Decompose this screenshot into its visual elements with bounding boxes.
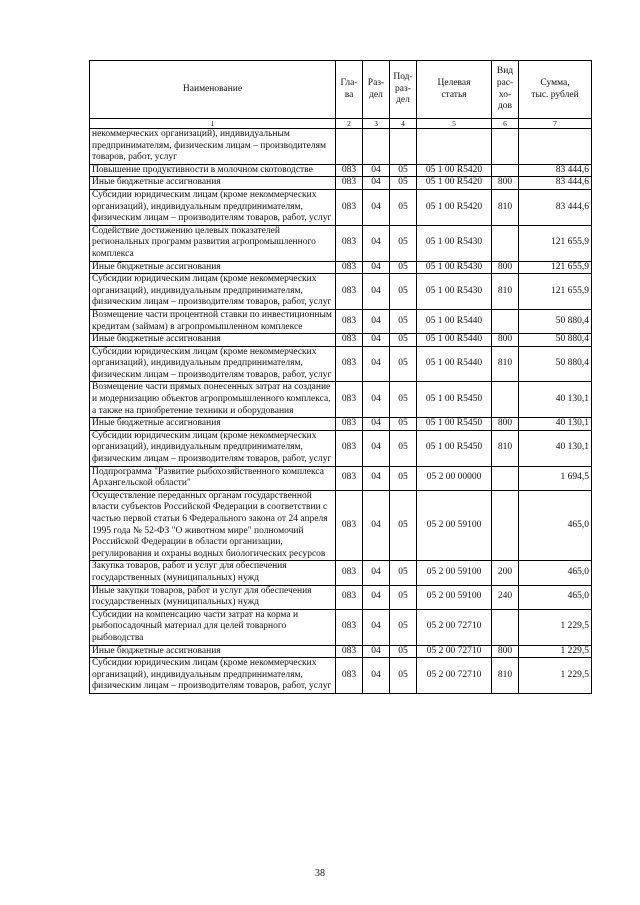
row-glava-cell: 083 bbox=[336, 177, 363, 190]
table-row bbox=[90, 382, 592, 418]
row-name-cell: Иные закупки товаров, работ и услуг для обеспечения государственных (муниципальных) нужд bbox=[90, 585, 336, 609]
row-glava-cell: 083 bbox=[336, 164, 363, 177]
row-name-cell: Иные бюджетные ассигнования bbox=[90, 334, 336, 347]
table-row bbox=[90, 645, 592, 658]
row-name-cell: Субсидии юридическим лицам (кроме некоммерческих организаций), индивидуальным предпринимателям, физическим лицам – производителям товаров, работ, услуг bbox=[90, 346, 336, 382]
row-sum-cell: 465,0 bbox=[519, 561, 592, 585]
row-name-cell: Иные бюджетные ассигнования bbox=[90, 261, 336, 274]
row-name-cell: Субсидии на компенсацию части затрат на корма и рыбопосадочный материал для целей товарного рыбоводства bbox=[90, 609, 336, 645]
row-podrazdel-cell: 05 bbox=[390, 382, 417, 418]
column-number: 4 bbox=[390, 119, 417, 129]
table-row bbox=[90, 466, 592, 490]
row-expense-type-cell: 800 bbox=[492, 645, 519, 658]
row-razdel-cell: 04 bbox=[363, 561, 390, 585]
row-podrazdel-cell: 05 bbox=[390, 645, 417, 658]
row-podrazdel-cell: 05 bbox=[390, 274, 417, 310]
row-sum-cell: 40 130,1 bbox=[519, 430, 592, 466]
row-target-article-cell: 05 2 00 72710 bbox=[417, 645, 492, 658]
row-expense-type-cell bbox=[492, 466, 519, 490]
row-expense-type-cell bbox=[492, 609, 519, 645]
table-row bbox=[90, 658, 592, 694]
row-razdel-cell: 04 bbox=[363, 609, 390, 645]
row-expense-type-cell: 800 bbox=[492, 334, 519, 347]
table-row bbox=[90, 334, 592, 347]
table-row bbox=[90, 346, 592, 382]
row-glava-cell: 083 bbox=[336, 225, 363, 261]
row-podrazdel-cell: 05 bbox=[390, 334, 417, 347]
row-razdel-cell: 04 bbox=[363, 466, 390, 490]
row-name-cell: Субсидии юридическим лицам (кроме некоммерческих организаций), индивидуальным предпринимателям, физическим лицам – производителям товаров, работ, услуг bbox=[90, 658, 336, 694]
row-sum-cell: 83 444,6 bbox=[519, 177, 592, 190]
row-sum-cell: 50 880,4 bbox=[519, 309, 592, 333]
row-sum-cell: 1 229,5 bbox=[519, 645, 592, 658]
row-sum-cell: 121 655,9 bbox=[519, 261, 592, 274]
row-razdel-cell: 04 bbox=[363, 164, 390, 177]
row-expense-type-cell: 800 bbox=[492, 261, 519, 274]
column-number: 1 bbox=[90, 119, 336, 129]
row-glava-cell bbox=[336, 129, 363, 165]
row-expense-type-cell bbox=[492, 382, 519, 418]
row-expense-type-cell: 800 bbox=[492, 177, 519, 190]
row-razdel-cell: 04 bbox=[363, 189, 390, 225]
table-header-row bbox=[90, 61, 592, 119]
row-razdel-cell: 04 bbox=[363, 334, 390, 347]
row-expense-type-cell bbox=[492, 129, 519, 165]
row-target-article-cell bbox=[417, 129, 492, 165]
row-glava-cell: 083 bbox=[336, 466, 363, 490]
table-row bbox=[90, 418, 592, 431]
row-name-cell: Подпрограмма "Развитие рыбохозяйственного комплекса Архангельской области" bbox=[90, 466, 336, 490]
row-expense-type-cell: 810 bbox=[492, 658, 519, 694]
row-target-article-cell: 05 1 00 R5420 bbox=[417, 177, 492, 190]
row-name-cell: Иные бюджетные ассигнования bbox=[90, 418, 336, 431]
column-number: 3 bbox=[363, 119, 390, 129]
row-razdel-cell: 04 bbox=[363, 274, 390, 310]
table-row bbox=[90, 274, 592, 310]
row-podrazdel-cell: 05 bbox=[390, 609, 417, 645]
row-target-article-cell: 05 1 00 R5440 bbox=[417, 346, 492, 382]
header-glava: Гла- ва bbox=[336, 61, 363, 119]
row-name-cell: Субсидии юридическим лицам (кроме некоммерческих организаций), индивидуальным предпринимателям, физическим лицам – производителям товаров, работ, услуг bbox=[90, 189, 336, 225]
row-expense-type-cell bbox=[492, 225, 519, 261]
row-razdel-cell: 04 bbox=[363, 346, 390, 382]
row-glava-cell: 083 bbox=[336, 490, 363, 561]
row-podrazdel-cell bbox=[390, 129, 417, 165]
table-row bbox=[90, 430, 592, 466]
row-expense-type-cell: 810 bbox=[492, 274, 519, 310]
table-row bbox=[90, 261, 592, 274]
row-glava-cell: 083 bbox=[336, 418, 363, 431]
table-row bbox=[90, 561, 592, 585]
row-target-article-cell: 05 1 00 R5450 bbox=[417, 382, 492, 418]
column-number: 6 bbox=[492, 119, 519, 129]
row-expense-type-cell: 800 bbox=[492, 418, 519, 431]
header-target-article: Целевая статья bbox=[417, 61, 492, 119]
row-sum-cell: 50 880,4 bbox=[519, 334, 592, 347]
row-name-cell: Субсидии юридическим лицам (кроме некоммерческих организаций), индивидуальным предпринимателям, физическим лицам – производителям товаров, работ, услуг bbox=[90, 430, 336, 466]
row-glava-cell: 083 bbox=[336, 274, 363, 310]
row-expense-type-cell bbox=[492, 490, 519, 561]
row-glava-cell: 083 bbox=[336, 189, 363, 225]
column-number-row bbox=[90, 119, 592, 129]
row-razdel-cell: 04 bbox=[363, 177, 390, 190]
row-target-article-cell: 05 2 00 59100 bbox=[417, 561, 492, 585]
row-podrazdel-cell: 05 bbox=[390, 585, 417, 609]
table-row bbox=[90, 490, 592, 561]
table-row bbox=[90, 225, 592, 261]
row-glava-cell: 083 bbox=[336, 346, 363, 382]
column-number: 5 bbox=[417, 119, 492, 129]
row-glava-cell: 083 bbox=[336, 430, 363, 466]
row-target-article-cell: 05 1 00 R5450 bbox=[417, 418, 492, 431]
row-target-article-cell: 05 1 00 R5440 bbox=[417, 309, 492, 333]
row-podrazdel-cell: 05 bbox=[390, 177, 417, 190]
row-name-cell: Осуществление переданных органам государственной власти субъектов Российской Федерации в соответствии с частью первой статьи 6 Федерального закона от 24 апреля 1995 года № 52-ФЗ "О животном мире" полномочий Российской Федерации в области организации, регулирования и охраны водных биологических ресурсов bbox=[90, 490, 336, 561]
row-podrazdel-cell: 05 bbox=[390, 309, 417, 333]
row-target-article-cell: 05 2 00 72710 bbox=[417, 609, 492, 645]
row-sum-cell bbox=[519, 129, 592, 165]
row-expense-type-cell bbox=[492, 309, 519, 333]
table-row bbox=[90, 585, 592, 609]
header-expense-type: Вид рас- хо- дов bbox=[492, 61, 519, 119]
row-razdel-cell: 04 bbox=[363, 658, 390, 694]
row-glava-cell: 083 bbox=[336, 261, 363, 274]
row-podrazdel-cell: 05 bbox=[390, 261, 417, 274]
table-row bbox=[90, 129, 592, 165]
table-row bbox=[90, 189, 592, 225]
row-glava-cell: 083 bbox=[336, 382, 363, 418]
table-row bbox=[90, 177, 592, 190]
row-target-article-cell: 05 2 00 72710 bbox=[417, 658, 492, 694]
row-sum-cell: 40 130,1 bbox=[519, 418, 592, 431]
row-glava-cell: 083 bbox=[336, 585, 363, 609]
row-name-cell: Возмещение части процентной ставки по инвестиционным кредитам (займам) в агропромышленном комплексе bbox=[90, 309, 336, 333]
row-glava-cell: 083 bbox=[336, 309, 363, 333]
row-expense-type-cell: 240 bbox=[492, 585, 519, 609]
row-razdel-cell: 04 bbox=[363, 585, 390, 609]
row-podrazdel-cell: 05 bbox=[390, 561, 417, 585]
row-sum-cell: 121 655,9 bbox=[519, 274, 592, 310]
row-name-cell: Возмещение части прямых понесенных затрат на создание и модернизацию объектов агропромышленного комплекса, а также на приобретение техники и оборудования bbox=[90, 382, 336, 418]
row-sum-cell: 1 694,5 bbox=[519, 466, 592, 490]
row-podrazdel-cell: 05 bbox=[390, 164, 417, 177]
row-podrazdel-cell: 05 bbox=[390, 658, 417, 694]
row-name-cell: некоммерческих организаций), индивидуальным предпринимателям, физическим лицам – производителям товаров, работ, услуг bbox=[90, 129, 336, 165]
row-razdel-cell: 04 bbox=[363, 225, 390, 261]
row-expense-type-cell: 200 bbox=[492, 561, 519, 585]
row-target-article-cell: 05 1 00 R5420 bbox=[417, 189, 492, 225]
row-target-article-cell: 05 2 00 59100 bbox=[417, 585, 492, 609]
row-name-cell: Субсидии юридическим лицам (кроме некоммерческих организаций), индивидуальным предпринимателям, физическим лицам – производителям товаров, работ, услуг bbox=[90, 274, 336, 310]
row-expense-type-cell: 810 bbox=[492, 189, 519, 225]
row-razdel-cell: 04 bbox=[363, 261, 390, 274]
row-razdel-cell: 04 bbox=[363, 430, 390, 466]
row-sum-cell: 50 880,4 bbox=[519, 346, 592, 382]
row-sum-cell: 83 444,6 bbox=[519, 189, 592, 225]
table-row bbox=[90, 609, 592, 645]
row-expense-type-cell bbox=[492, 164, 519, 177]
row-target-article-cell: 05 2 00 00000 bbox=[417, 466, 492, 490]
row-name-cell: Иные бюджетные ассигнования bbox=[90, 177, 336, 190]
row-sum-cell: 40 130,1 bbox=[519, 382, 592, 418]
row-target-article-cell: 05 1 00 R5430 bbox=[417, 274, 492, 310]
budget-table-page bbox=[89, 60, 591, 694]
budget-table bbox=[89, 60, 592, 694]
row-razdel-cell bbox=[363, 129, 390, 165]
row-target-article-cell: 05 1 00 R5450 bbox=[417, 430, 492, 466]
table-row bbox=[90, 309, 592, 333]
row-razdel-cell: 04 bbox=[363, 490, 390, 561]
row-name-cell: Иные бюджетные ассигнования bbox=[90, 645, 336, 658]
row-sum-cell: 465,0 bbox=[519, 585, 592, 609]
row-expense-type-cell: 810 bbox=[492, 430, 519, 466]
row-podrazdel-cell: 05 bbox=[390, 430, 417, 466]
row-glava-cell: 083 bbox=[336, 609, 363, 645]
column-number: 7 bbox=[519, 119, 592, 129]
row-target-article-cell: 05 1 00 R5420 bbox=[417, 164, 492, 177]
header-name: Наименование bbox=[90, 61, 336, 119]
column-number: 2 bbox=[336, 119, 363, 129]
table-body bbox=[90, 129, 592, 694]
row-razdel-cell: 04 bbox=[363, 645, 390, 658]
row-name-cell: Содействие достижению целевых показателей региональных программ развития агропромышленного комплекса bbox=[90, 225, 336, 261]
page-number: 38 bbox=[315, 868, 325, 879]
row-expense-type-cell: 810 bbox=[492, 346, 519, 382]
row-razdel-cell: 04 bbox=[363, 418, 390, 431]
row-sum-cell: 121 655,9 bbox=[519, 225, 592, 261]
row-glava-cell: 083 bbox=[336, 645, 363, 658]
row-target-article-cell: 05 1 00 R5440 bbox=[417, 334, 492, 347]
header-sum: Сумма, тыс. рублей bbox=[519, 61, 592, 119]
row-podrazdel-cell: 05 bbox=[390, 466, 417, 490]
row-podrazdel-cell: 05 bbox=[390, 189, 417, 225]
table-row bbox=[90, 164, 592, 177]
row-sum-cell: 465,0 bbox=[519, 490, 592, 561]
row-podrazdel-cell: 05 bbox=[390, 490, 417, 561]
row-glava-cell: 083 bbox=[336, 561, 363, 585]
row-name-cell: Закупка товаров, работ и услуг для обеспечения государственных (муниципальных) нужд bbox=[90, 561, 336, 585]
row-name-cell: Повышение продуктивности в молочном скотоводстве bbox=[90, 164, 336, 177]
row-glava-cell: 083 bbox=[336, 334, 363, 347]
row-podrazdel-cell: 05 bbox=[390, 346, 417, 382]
row-glava-cell: 083 bbox=[336, 658, 363, 694]
row-target-article-cell: 05 1 00 R5430 bbox=[417, 261, 492, 274]
row-sum-cell: 83 444,6 bbox=[519, 164, 592, 177]
row-razdel-cell: 04 bbox=[363, 382, 390, 418]
row-target-article-cell: 05 1 00 R5430 bbox=[417, 225, 492, 261]
row-podrazdel-cell: 05 bbox=[390, 418, 417, 431]
header-podrazdel: Под- раз- дел bbox=[390, 61, 417, 119]
row-sum-cell: 1 229,5 bbox=[519, 658, 592, 694]
header-razdel: Раз- дел bbox=[363, 61, 390, 119]
row-target-article-cell: 05 2 00 59100 bbox=[417, 490, 492, 561]
row-sum-cell: 1 229,5 bbox=[519, 609, 592, 645]
row-razdel-cell: 04 bbox=[363, 309, 390, 333]
row-podrazdel-cell: 05 bbox=[390, 225, 417, 261]
